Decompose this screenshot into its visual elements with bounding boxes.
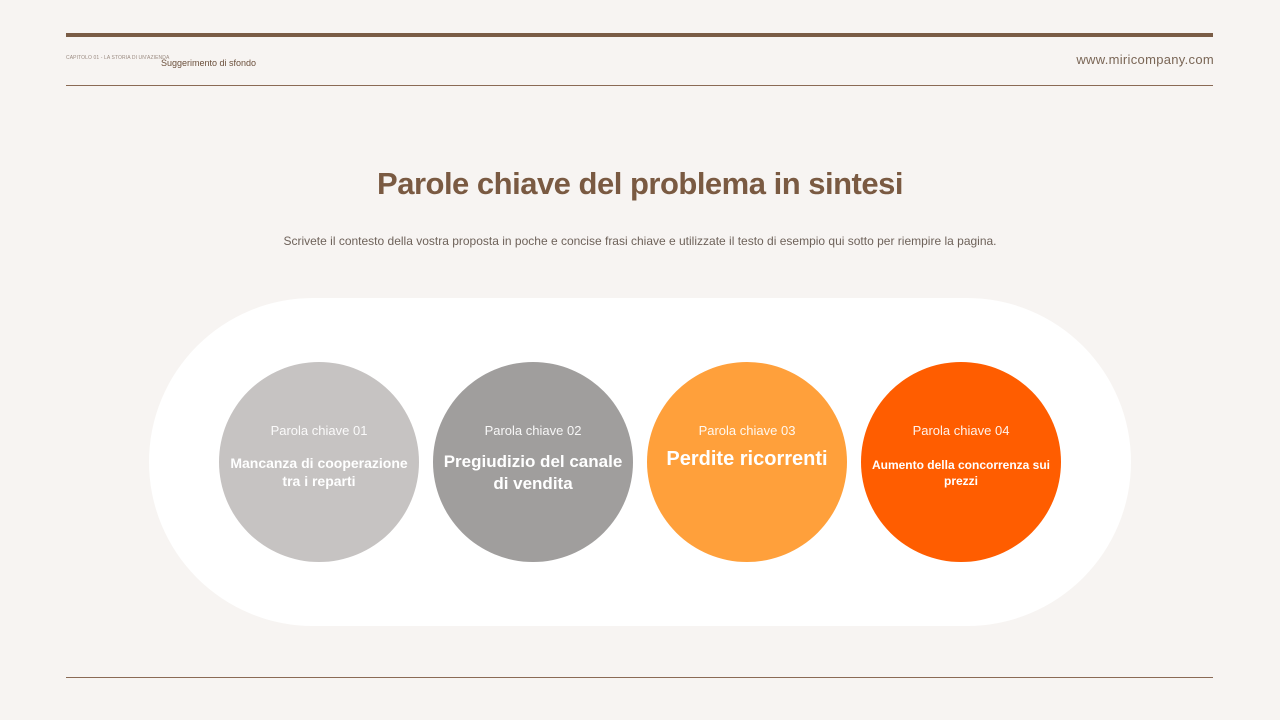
keyword-circle-3 (647, 362, 847, 562)
keyword-label: Parola chiave 03 (698, 423, 796, 438)
keyword-circle-4 (861, 362, 1061, 562)
page-title: Parole chiave del problema in sintesi (377, 166, 903, 201)
keyword-text: Aumento della concorrenza sui prezzi (871, 458, 1051, 489)
keyword-text: Mancanza di cooperazione tra i reparti (230, 455, 408, 490)
header-divider (66, 85, 1213, 86)
section-label: Suggerimento di sfondo (161, 58, 257, 68)
keyword-label: Parola chiave 04 (912, 423, 1010, 438)
keyword-label: Parola chiave 01 (270, 423, 368, 438)
page-subtitle: Scrivete il contesto della vostra proposta in poche e concise frasi chiave e utilizzate il testo di esempio qui sotto per riempire la pagina. (283, 234, 997, 248)
keyword-text: Perdite ricorrenti (666, 448, 828, 470)
keyword-text: Pregiudizio del canale di vendita (443, 452, 623, 494)
keyword-circle-2 (433, 362, 633, 562)
chapter-label: CAPITOLO 01 - LA STORIA DI UN'AZIENDA (66, 55, 170, 61)
footer-divider (66, 677, 1213, 678)
keyword-circle-1 (219, 362, 419, 562)
keyword-label: Parola chiave 02 (484, 423, 582, 438)
website-link[interactable]: www.miricompany.com (1076, 52, 1214, 67)
top-rule (66, 33, 1213, 37)
